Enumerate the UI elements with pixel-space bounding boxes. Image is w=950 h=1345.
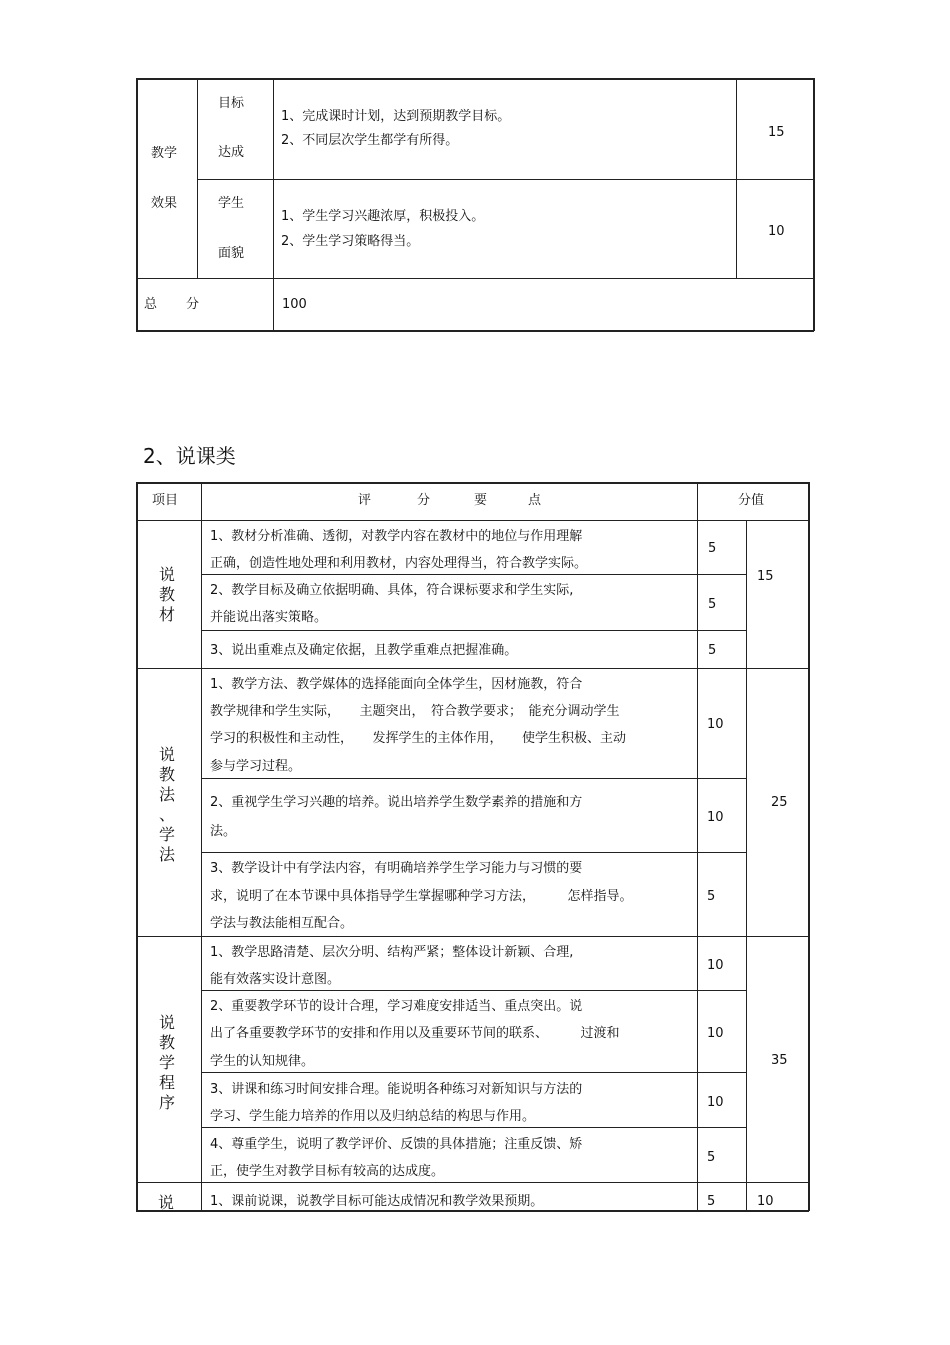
group-total: 15 bbox=[757, 569, 774, 584]
criterion-text: 2、不同层次学生都学有所得。 bbox=[281, 133, 459, 148]
criterion-text: 法。 bbox=[210, 824, 237, 839]
item-score: 10 bbox=[707, 958, 724, 973]
criterion-text: 出了各重要教学环节的安排和作用以及重要环节间的联系、 过渡和 bbox=[210, 1026, 620, 1041]
total-label: 总 bbox=[144, 297, 158, 312]
column-header-points: 点 bbox=[528, 493, 542, 508]
criterion-text: 学生的认知规律。 bbox=[210, 1054, 315, 1069]
column-header-score: 分值 bbox=[738, 493, 765, 508]
criterion-text: 1、完成课时计划，达到预期教学目标。 bbox=[281, 109, 511, 124]
criterion-text: 1、学生学习兴趣浓厚，积极投入。 bbox=[281, 209, 485, 224]
item-score: 10 bbox=[707, 1026, 724, 1041]
group-total: 10 bbox=[757, 1194, 774, 1209]
criterion-text: 2、重要教学环节的设计合理，学习难度安排适当、重点突出。说 bbox=[210, 999, 583, 1014]
section-heading: 2、说课类 bbox=[143, 444, 236, 468]
criterion-text: 正确，创造性地处理和利用教材，内容处理得当，符合教学实际。 bbox=[210, 556, 588, 571]
group-total: 25 bbox=[771, 795, 788, 810]
criterion-text: 教学规律和学生实际， 主题突出， 符合教学要求； 能充分调动学生 bbox=[210, 704, 620, 719]
criterion-text: 1、教材分析准确、透彻，对教学内容在教材中的地位与作用理解 bbox=[210, 529, 583, 544]
total-label: 分 bbox=[186, 297, 200, 312]
criterion-text: 2、重视学生学习兴趣的培养。说出培养学生数学素养的措施和方 bbox=[210, 795, 583, 810]
group-total: 35 bbox=[771, 1053, 788, 1068]
criterion-text: 学法与教法能相互配合。 bbox=[210, 916, 354, 931]
column-header-item: 项目 bbox=[152, 493, 179, 508]
criterion-text: 参与学习过程。 bbox=[210, 759, 302, 774]
score-value: 15 bbox=[768, 125, 785, 140]
column-header-points: 分 bbox=[417, 493, 431, 508]
item-score: 5 bbox=[707, 1150, 716, 1165]
subcategory-label-line1: 目标 bbox=[218, 96, 245, 111]
criterion-text: 学习、学生能力培养的作用以及归纳总结的构思与作用。 bbox=[210, 1109, 536, 1124]
criterion-text: 2、教学目标及确立依据明确、具体，符合课标要求和学生实际, bbox=[210, 583, 574, 598]
group-label: 说 教 学 程 序 bbox=[158, 1013, 175, 1112]
item-score: 5 bbox=[708, 541, 717, 556]
criterion-text: 求，说明了在本节课中具体指导学生掌握哪种学习方法， 怎样指导。 bbox=[210, 889, 633, 904]
criterion-text: 并能说出落实策略。 bbox=[210, 610, 328, 625]
category-label-line1: 教学 bbox=[151, 146, 178, 161]
subcategory-label-line1: 学生 bbox=[218, 196, 245, 211]
column-header-points: 评 bbox=[358, 493, 372, 508]
item-score: 10 bbox=[707, 717, 724, 732]
group-label: 说 bbox=[158, 1193, 175, 1212]
column-header-points: 要 bbox=[474, 493, 488, 508]
subcategory-label-line2: 面貌 bbox=[218, 246, 245, 261]
criterion-text: 3、教学设计中有学法内容，有明确培养学生学习能力与习惯的要 bbox=[210, 861, 583, 876]
score-value: 10 bbox=[768, 224, 785, 239]
item-score: 10 bbox=[707, 810, 724, 825]
item-score: 5 bbox=[707, 1194, 716, 1209]
criterion-text: 3、说出重难点及确定依据，且教学重难点把握准确。 bbox=[210, 643, 518, 658]
criterion-text: 1、课前说课，说教学目标可能达成情况和教学效果预期。 bbox=[210, 1194, 544, 1209]
group-label: 说 教 材 bbox=[158, 565, 175, 624]
subcategory-label-line2: 达成 bbox=[218, 145, 245, 160]
item-score: 10 bbox=[707, 1095, 724, 1110]
item-score: 5 bbox=[708, 597, 717, 612]
criterion-text: 学习的积极性和主动性， 发挥学生的主体作用， 使学生积极、主动 bbox=[210, 731, 627, 746]
criterion-text: 3、讲课和练习时间安排合理。能说明各种练习对新知识与方法的 bbox=[210, 1082, 583, 1097]
criterion-text: 能有效落实设计意图。 bbox=[210, 972, 341, 987]
group-label: 说 教 法 、 学 法 bbox=[158, 745, 175, 864]
criterion-text: 1、教学思路清楚、层次分明、结构严紧；整体设计新颖、合理, bbox=[210, 945, 574, 960]
category-label-line2: 效果 bbox=[151, 196, 178, 211]
criterion-text: 4、尊重学生，说明了教学评价、反馈的具体措施；注重反馈、矫 bbox=[210, 1137, 583, 1152]
criterion-text: 正，使学生对教学目标有较高的达成度。 bbox=[210, 1164, 445, 1179]
total-value: 100 bbox=[282, 297, 307, 312]
criterion-text: 2、学生学习策略得当。 bbox=[281, 234, 420, 249]
criterion-text: 1、教学方法、教学媒体的选择能面向全体学生，因材施教，符合 bbox=[210, 677, 583, 692]
item-score: 5 bbox=[708, 643, 717, 658]
item-score: 5 bbox=[707, 889, 716, 904]
